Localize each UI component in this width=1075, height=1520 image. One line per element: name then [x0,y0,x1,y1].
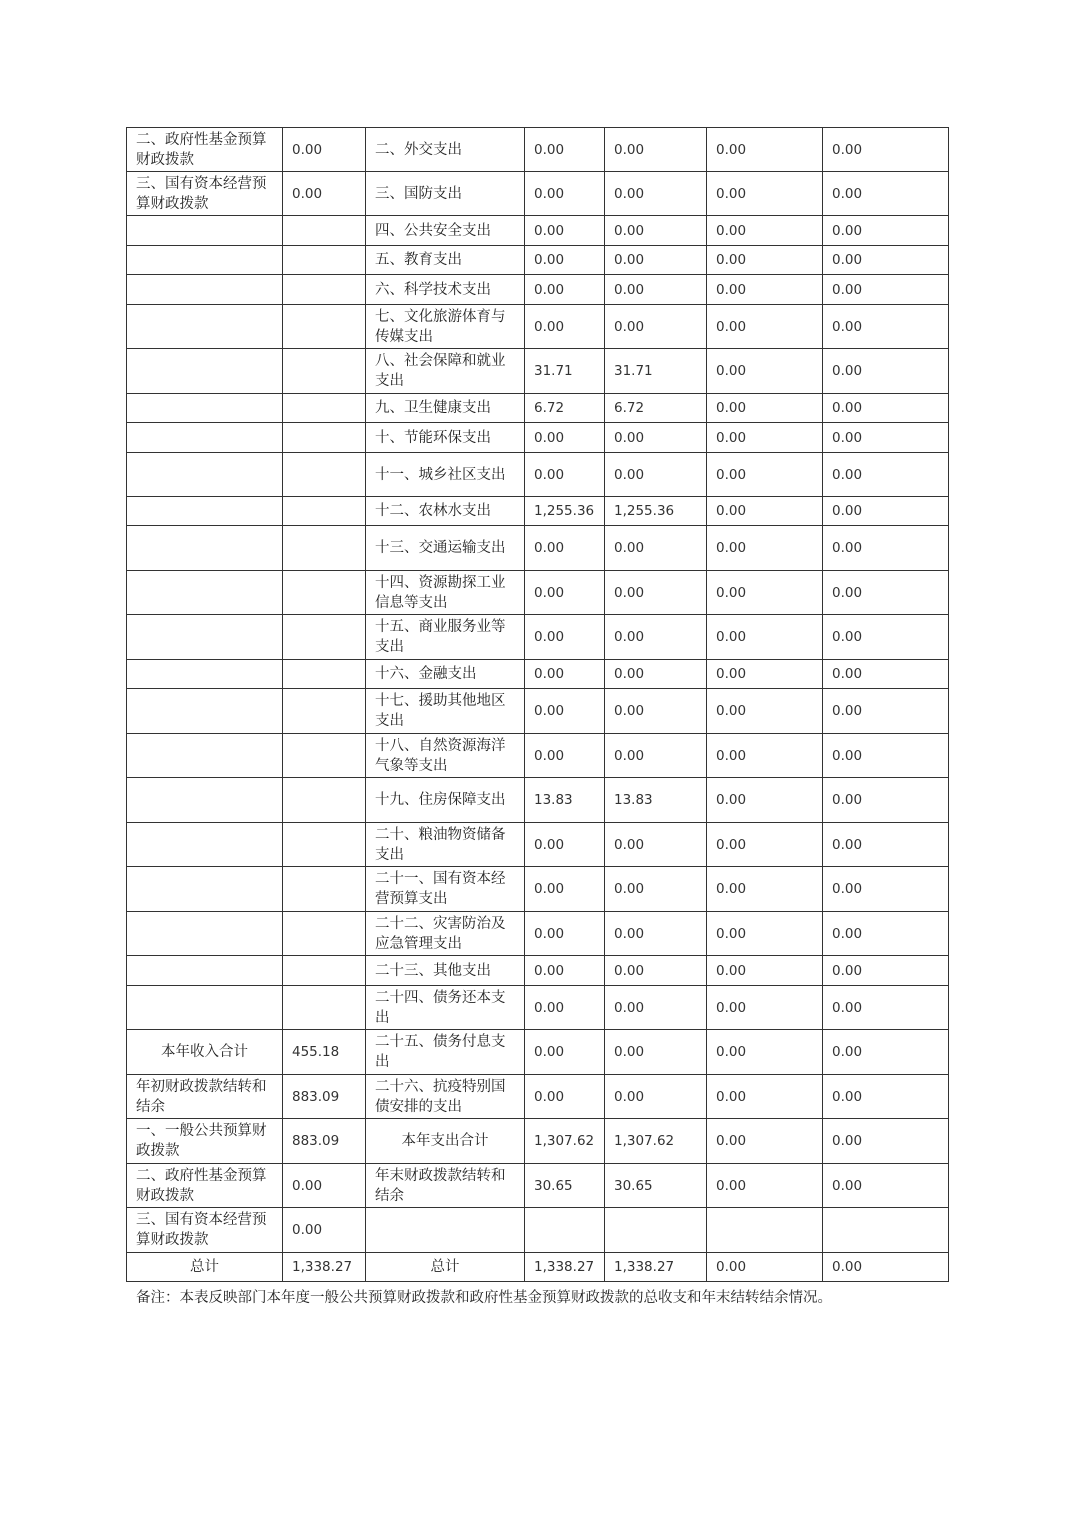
income-item-cell: 三、国有资本经营预算财政拨款 [127,1208,283,1253]
income-item-cell: 本年收入合计 [127,1030,283,1075]
general-budget-cell: 6.72 [605,394,707,423]
expense-total-cell: 1,307.62 [525,1119,605,1164]
state-capital-budget-cell: 0.00 [823,1030,949,1075]
income-amount-cell [283,867,366,912]
table-row [127,423,949,453]
state-capital-budget-cell: 0.00 [823,526,949,571]
expense-item-cell: 二十一、国有资本经营预算支出 [366,867,525,912]
fund-budget-cell: 0.00 [707,689,823,734]
table-row [127,305,949,349]
general-budget-cell: 0.00 [605,1075,707,1119]
expense-item-cell: 四、公共安全支出 [366,216,525,246]
expense-total-cell: 30.65 [525,1164,605,1208]
income-item-cell [127,823,283,867]
expense-item-cell: 十九、住房保障支出 [366,778,525,823]
general-budget-cell: 0.00 [605,453,707,497]
income-amount-cell: 0.00 [283,128,366,172]
income-amount-cell: 883.09 [283,1075,366,1119]
table-row [127,912,949,956]
fund-budget-cell [707,1208,823,1253]
income-amount-cell [283,453,366,497]
fund-budget-cell: 0.00 [707,526,823,571]
state-capital-budget-cell: 0.00 [823,275,949,305]
income-amount-cell [283,305,366,349]
fund-budget-cell: 0.00 [707,823,823,867]
income-amount-cell [283,660,366,689]
state-capital-budget-cell: 0.00 [823,216,949,246]
expense-total-cell: 0.00 [525,571,605,615]
expense-total-cell: 0.00 [525,1075,605,1119]
general-budget-cell: 1,338.27 [605,1253,707,1282]
general-budget-cell: 0.00 [605,689,707,734]
state-capital-budget-cell: 0.00 [823,497,949,526]
income-item-cell: 总计 [127,1253,283,1282]
expense-item-cell: 五、教育支出 [366,246,525,275]
table-row [127,275,949,305]
expense-item-cell: 十五、商业服务业等支出 [366,615,525,660]
income-amount-cell [283,734,366,778]
general-budget-cell: 31.71 [605,349,707,394]
state-capital-budget-cell: 0.00 [823,1253,949,1282]
state-capital-budget-cell: 0.00 [823,349,949,394]
general-budget-cell: 0.00 [605,571,707,615]
income-amount-cell [283,823,366,867]
income-amount-cell [283,912,366,956]
state-capital-budget-cell: 0.00 [823,394,949,423]
expense-item-cell: 十二、农林水支出 [366,497,525,526]
general-budget-cell: 0.00 [605,305,707,349]
income-amount-cell [283,275,366,305]
income-amount-cell [283,246,366,275]
expense-total-cell: 0.00 [525,305,605,349]
table-row [127,778,949,823]
expense-total-cell: 0.00 [525,660,605,689]
income-item-cell [127,778,283,823]
fund-budget-cell: 0.00 [707,216,823,246]
fund-budget-cell: 0.00 [707,246,823,275]
income-item-cell [127,526,283,571]
general-budget-cell: 0.00 [605,823,707,867]
table-row [127,867,949,912]
expense-item-cell: 八、社会保障和就业支出 [366,349,525,394]
income-item-cell: 二、政府性基金预算财政拨款 [127,128,283,172]
table-row [127,394,949,423]
income-amount-cell [283,689,366,734]
expense-item-cell: 九、卫生健康支出 [366,394,525,423]
state-capital-budget-cell: 0.00 [823,912,949,956]
income-item-cell [127,734,283,778]
income-item-cell [127,423,283,453]
income-item-cell [127,246,283,275]
expense-item-cell: 十四、资源勘探工业信息等支出 [366,571,525,615]
table-row [127,571,949,615]
expense-total-cell: 0.00 [525,986,605,1030]
fund-budget-cell: 0.00 [707,986,823,1030]
income-amount-cell [283,423,366,453]
expense-total-cell: 1,338.27 [525,1253,605,1282]
general-budget-cell: 1,255.36 [605,497,707,526]
income-item-cell [127,660,283,689]
table-row [127,1164,949,1208]
table-row [127,349,949,394]
fund-budget-cell: 0.00 [707,349,823,394]
table-row [127,986,949,1030]
fund-budget-cell: 0.00 [707,394,823,423]
expense-item-cell: 七、文化旅游体育与传媒支出 [366,305,525,349]
general-budget-cell: 0.00 [605,734,707,778]
fund-budget-cell: 0.00 [707,1164,823,1208]
expense-total-cell: 6.72 [525,394,605,423]
expense-item-cell: 十、节能环保支出 [366,423,525,453]
general-budget-cell: 0.00 [605,956,707,986]
expense-total-cell: 0.00 [525,526,605,571]
income-amount-cell: 0.00 [283,1164,366,1208]
expense-total-cell: 0.00 [525,689,605,734]
income-item-cell [127,275,283,305]
expense-item-cell: 十一、城乡社区支出 [366,453,525,497]
expense-item-cell: 十八、自然资源海洋气象等支出 [366,734,525,778]
expense-item-cell: 二十、粮油物资储备支出 [366,823,525,867]
fund-budget-cell: 0.00 [707,956,823,986]
income-amount-cell [283,571,366,615]
expense-total-cell: 0.00 [525,172,605,216]
table-row [127,453,949,497]
state-capital-budget-cell: 0.00 [823,246,949,275]
income-item-cell [127,349,283,394]
income-item-cell [127,305,283,349]
general-budget-cell: 0.00 [605,246,707,275]
income-item-cell [127,689,283,734]
fund-budget-cell: 0.00 [707,660,823,689]
general-budget-cell: 0.00 [605,1030,707,1075]
expense-item-cell: 本年支出合计 [366,1119,525,1164]
fund-budget-cell: 0.00 [707,1253,823,1282]
income-item-cell [127,956,283,986]
income-amount-cell: 0.00 [283,1208,366,1253]
state-capital-budget-cell: 0.00 [823,172,949,216]
expense-total-cell: 0.00 [525,615,605,660]
state-capital-budget-cell: 0.00 [823,986,949,1030]
fund-budget-cell: 0.00 [707,275,823,305]
expense-item-cell: 年末财政拨款结转和结余 [366,1164,525,1208]
table-row [127,1030,949,1075]
income-amount-cell: 0.00 [283,172,366,216]
general-budget-cell: 0.00 [605,912,707,956]
expense-item-cell: 二十二、灾害防治及应急管理支出 [366,912,525,956]
income-item-cell [127,497,283,526]
general-budget-cell: 0.00 [605,275,707,305]
state-capital-budget-cell: 0.00 [823,689,949,734]
income-amount-cell: 455.18 [283,1030,366,1075]
table-row [127,615,949,660]
income-item-cell: 一、一般公共预算财政拨款 [127,1119,283,1164]
fund-budget-cell: 0.00 [707,423,823,453]
income-amount-cell [283,986,366,1030]
table-body [127,128,949,1282]
expense-item-cell: 二十六、抗疫特别国债安排的支出 [366,1075,525,1119]
income-item-cell: 年初财政拨款结转和结余 [127,1075,283,1119]
table-row [127,956,949,986]
expense-total-cell: 0.00 [525,216,605,246]
income-item-cell: 三、国有资本经营预算财政拨款 [127,172,283,216]
state-capital-budget-cell: 0.00 [823,615,949,660]
fund-budget-cell: 0.00 [707,571,823,615]
table-row [127,216,949,246]
income-item-cell [127,615,283,660]
expense-item-cell: 二十四、债务还本支出 [366,986,525,1030]
fund-budget-cell: 0.00 [707,172,823,216]
state-capital-budget-cell: 0.00 [823,1164,949,1208]
state-capital-budget-cell: 0.00 [823,734,949,778]
state-capital-budget-cell: 0.00 [823,305,949,349]
income-amount-cell [283,216,366,246]
table-row [127,823,949,867]
expense-item-cell: 二十三、其他支出 [366,956,525,986]
expense-item-cell: 二十五、债务付息支出 [366,1030,525,1075]
state-capital-budget-cell: 0.00 [823,423,949,453]
table-row [127,497,949,526]
fund-budget-cell: 0.00 [707,497,823,526]
fund-budget-cell: 0.00 [707,615,823,660]
expense-item-cell: 十七、援助其他地区支出 [366,689,525,734]
expense-total-cell: 0.00 [525,246,605,275]
state-capital-budget-cell: 0.00 [823,571,949,615]
income-item-cell [127,453,283,497]
income-amount-cell [283,394,366,423]
expense-total-cell: 0.00 [525,1030,605,1075]
income-amount-cell [283,956,366,986]
table-row [127,1075,949,1119]
expense-total-cell: 0.00 [525,453,605,497]
table-note: 备注：本表反映部门本年度一般公共预算财政拨款和政府性基金预算财政拨款的总收支和年末结转结余情况。 [136,1290,832,1306]
expense-item-cell: 三、国防支出 [366,172,525,216]
table-row [127,246,949,275]
fund-budget-cell: 0.00 [707,453,823,497]
expense-total-cell [525,1208,605,1253]
expense-total-cell: 0.00 [525,823,605,867]
expense-total-cell: 0.00 [525,956,605,986]
table-row [127,734,949,778]
fund-budget-cell: 0.00 [707,1075,823,1119]
general-budget-cell: 0.00 [605,216,707,246]
general-budget-cell: 30.65 [605,1164,707,1208]
income-amount-cell [283,778,366,823]
income-amount-cell: 883.09 [283,1119,366,1164]
expense-item-cell: 十六、金融支出 [366,660,525,689]
fund-budget-cell: 0.00 [707,778,823,823]
state-capital-budget-cell: 0.00 [823,1119,949,1164]
expense-total-cell: 13.83 [525,778,605,823]
fund-budget-cell: 0.00 [707,1030,823,1075]
expense-total-cell: 1,255.36 [525,497,605,526]
table-row [127,660,949,689]
general-budget-cell: 0.00 [605,423,707,453]
fund-budget-cell: 0.00 [707,305,823,349]
expense-item-cell [366,1208,525,1253]
fund-budget-cell: 0.00 [707,1119,823,1164]
expense-total-cell: 0.00 [525,423,605,453]
state-capital-budget-cell [823,1208,949,1253]
income-item-cell [127,867,283,912]
income-amount-cell: 1,338.27 [283,1253,366,1282]
general-budget-cell: 1,307.62 [605,1119,707,1164]
table-row [127,689,949,734]
expense-item-cell: 二、外交支出 [366,128,525,172]
table-row [127,128,949,172]
table-row [127,526,949,571]
state-capital-budget-cell: 0.00 [823,778,949,823]
state-capital-budget-cell: 0.00 [823,867,949,912]
table-row [127,1208,949,1253]
state-capital-budget-cell: 0.00 [823,660,949,689]
general-budget-cell: 0.00 [605,615,707,660]
general-budget-cell: 0.00 [605,526,707,571]
income-item-cell [127,912,283,956]
income-amount-cell [283,615,366,660]
income-item-cell [127,986,283,1030]
budget-table [126,127,949,1282]
general-budget-cell: 0.00 [605,867,707,912]
income-item-cell: 二、政府性基金预算财政拨款 [127,1164,283,1208]
income-amount-cell [283,349,366,394]
expense-total-cell: 0.00 [525,128,605,172]
table-row [127,1253,949,1282]
fund-budget-cell: 0.00 [707,128,823,172]
expense-total-cell: 0.00 [525,867,605,912]
general-budget-cell [605,1208,707,1253]
table-row [127,1119,949,1164]
income-item-cell [127,571,283,615]
income-item-cell [127,394,283,423]
general-budget-cell: 13.83 [605,778,707,823]
table-row [127,172,949,216]
state-capital-budget-cell: 0.00 [823,453,949,497]
state-capital-budget-cell: 0.00 [823,1075,949,1119]
income-item-cell [127,216,283,246]
state-capital-budget-cell: 0.00 [823,956,949,986]
general-budget-cell: 0.00 [605,172,707,216]
general-budget-cell: 0.00 [605,660,707,689]
expense-total-cell: 0.00 [525,275,605,305]
state-capital-budget-cell: 0.00 [823,128,949,172]
state-capital-budget-cell: 0.00 [823,823,949,867]
expense-item-cell: 六、科学技术支出 [366,275,525,305]
expense-total-cell: 0.00 [525,912,605,956]
expense-total-cell: 0.00 [525,734,605,778]
expense-total-cell: 31.71 [525,349,605,394]
fund-budget-cell: 0.00 [707,867,823,912]
income-amount-cell [283,497,366,526]
general-budget-cell: 0.00 [605,128,707,172]
general-budget-cell: 0.00 [605,986,707,1030]
fund-budget-cell: 0.00 [707,734,823,778]
fund-budget-cell: 0.00 [707,912,823,956]
expense-item-cell: 十三、交通运输支出 [366,526,525,571]
income-amount-cell [283,526,366,571]
expense-item-cell: 总计 [366,1253,525,1282]
